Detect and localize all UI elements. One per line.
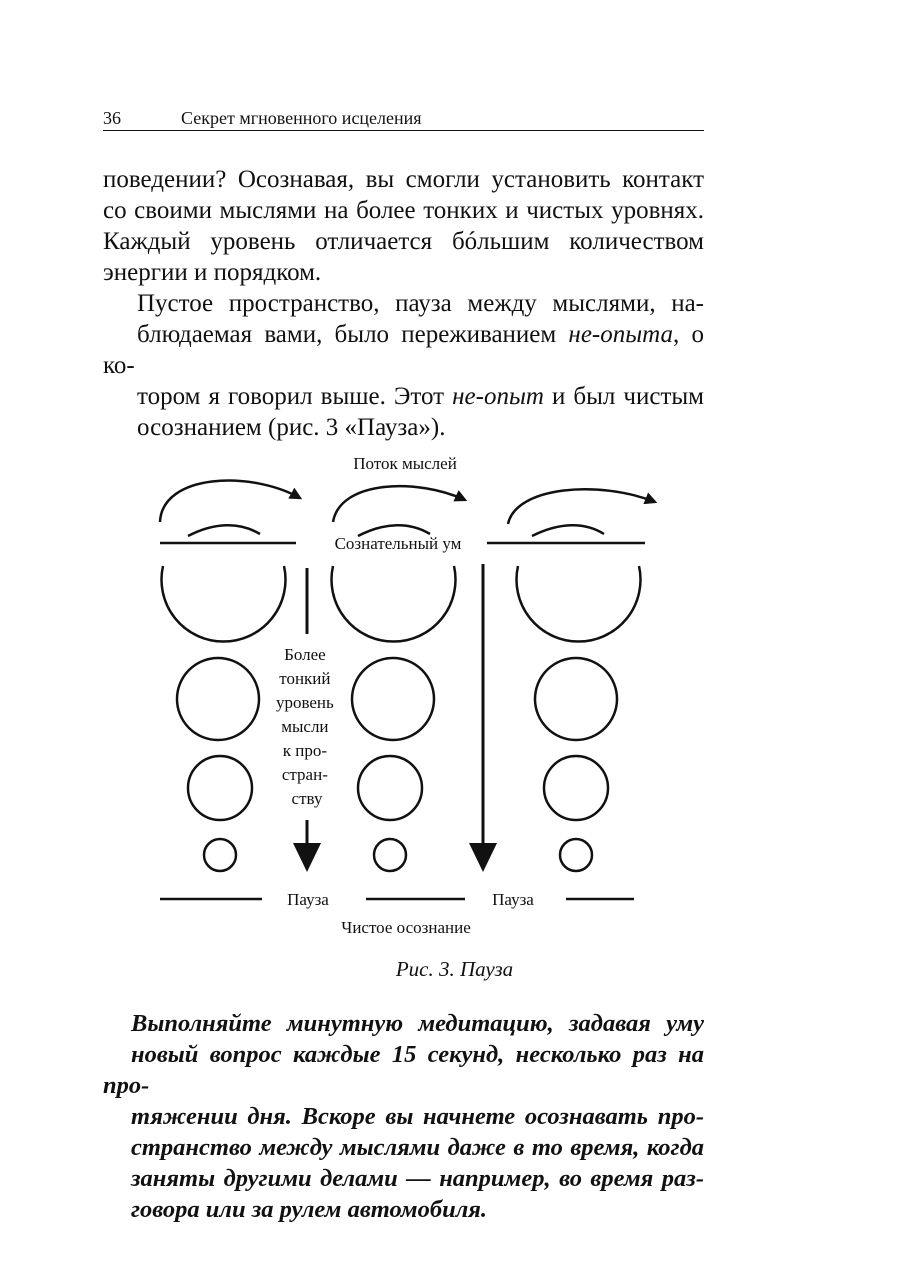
pause-diagram: [140, 448, 680, 948]
thought-bubble-large: [332, 566, 456, 642]
subtle-level-line: тонкий: [279, 669, 331, 688]
text-line: странство между мыслями даже в то время, когда: [131, 1134, 704, 1161]
thought-bubble-small: [358, 756, 422, 820]
pure-awareness-label: Чистое осознание: [341, 918, 471, 937]
thought-bubble-medium: [352, 658, 434, 740]
text-line: Выполняйте минутную медитацию, задавая уму: [131, 1010, 704, 1037]
thought-bubble-medium: [535, 658, 617, 740]
emphasis-text: не-опыта: [568, 321, 674, 348]
text-fragment: и был чистым: [543, 383, 704, 410]
figure-caption: Рис. 3. Пауза: [395, 957, 514, 981]
text-line: поведении? Осознавая, вы смогли установить контакт: [103, 166, 704, 193]
text-line: заняты другими делами — например, во время раз-: [131, 1165, 704, 1192]
text-line: Каждый уровень отличается бóльшим количеством: [103, 228, 704, 255]
thought-flow-label: Поток мыслей: [353, 454, 457, 473]
thought-bubble-large: [162, 566, 286, 642]
subtle-level-line: ству: [291, 789, 323, 808]
subtle-level-line: Более: [284, 645, 326, 664]
subtle-level-line: мысли: [281, 717, 329, 736]
down-arrow-icon: [469, 843, 497, 872]
text-line: [103, 319, 704, 381]
subtle-level-label: [276, 645, 338, 808]
text-fragment: тором я говорил выше. Этот: [137, 383, 453, 410]
text-line: Пустое пространство, пауза между мыслями, на-: [137, 290, 704, 317]
thought-bubbles: [162, 566, 641, 871]
thought-flow-arrows: [160, 481, 655, 524]
paragraph-1: [103, 164, 704, 288]
down-arrow-icon: [293, 843, 321, 872]
thought-bubble-tiny: [204, 839, 236, 871]
thought-bubble-tiny: [560, 839, 592, 871]
flow-arrow-1: [160, 481, 300, 522]
pause-label-2: Пауза: [492, 890, 534, 909]
conscious-mind-label: Сознательный ум: [334, 534, 462, 553]
paragraph-2: [103, 288, 704, 443]
paragraph-3: [103, 1008, 704, 1225]
thought-bubble-large: [517, 566, 641, 642]
text-line: говора или за рулем автомобиля.: [131, 1196, 488, 1223]
subtle-level-line: стран-: [281, 765, 328, 784]
text-fragment: блюдаемая вами, было переживанием: [137, 321, 569, 348]
thought-bubble-small: [544, 756, 608, 820]
flow-arrow-2: [333, 486, 465, 522]
pause-label-1: Пауза: [287, 890, 329, 909]
book-title: Секрет мгновенного исцеления: [181, 108, 422, 128]
flow-arrow-3: [508, 489, 655, 524]
page-number: 36: [103, 108, 121, 128]
thought-bubble-tiny: [374, 839, 406, 871]
emphasis-text: не-опыт: [452, 383, 544, 410]
subtle-level-line: к про-: [282, 741, 328, 760]
running-header: [103, 104, 704, 131]
text-line: тяжении дня. Вскоре вы начнете осознавать про-: [131, 1103, 704, 1130]
subtle-level-line: уровень: [275, 693, 334, 712]
thought-bubble-small: [188, 756, 252, 820]
text-line: энергии и порядком.: [103, 259, 322, 286]
text-fragment: , о ко-: [103, 321, 704, 379]
text-line: новый вопрос каждые 15 секунд, несколько раз на про-: [103, 1041, 704, 1099]
thought-bubble-medium: [177, 658, 259, 740]
text-line: со своими мыслями на более тонких и чистых уровнях.: [103, 197, 704, 224]
text-line: [103, 381, 704, 412]
text-line: осознанием (рис. 3 «Пауза»).: [137, 414, 446, 441]
